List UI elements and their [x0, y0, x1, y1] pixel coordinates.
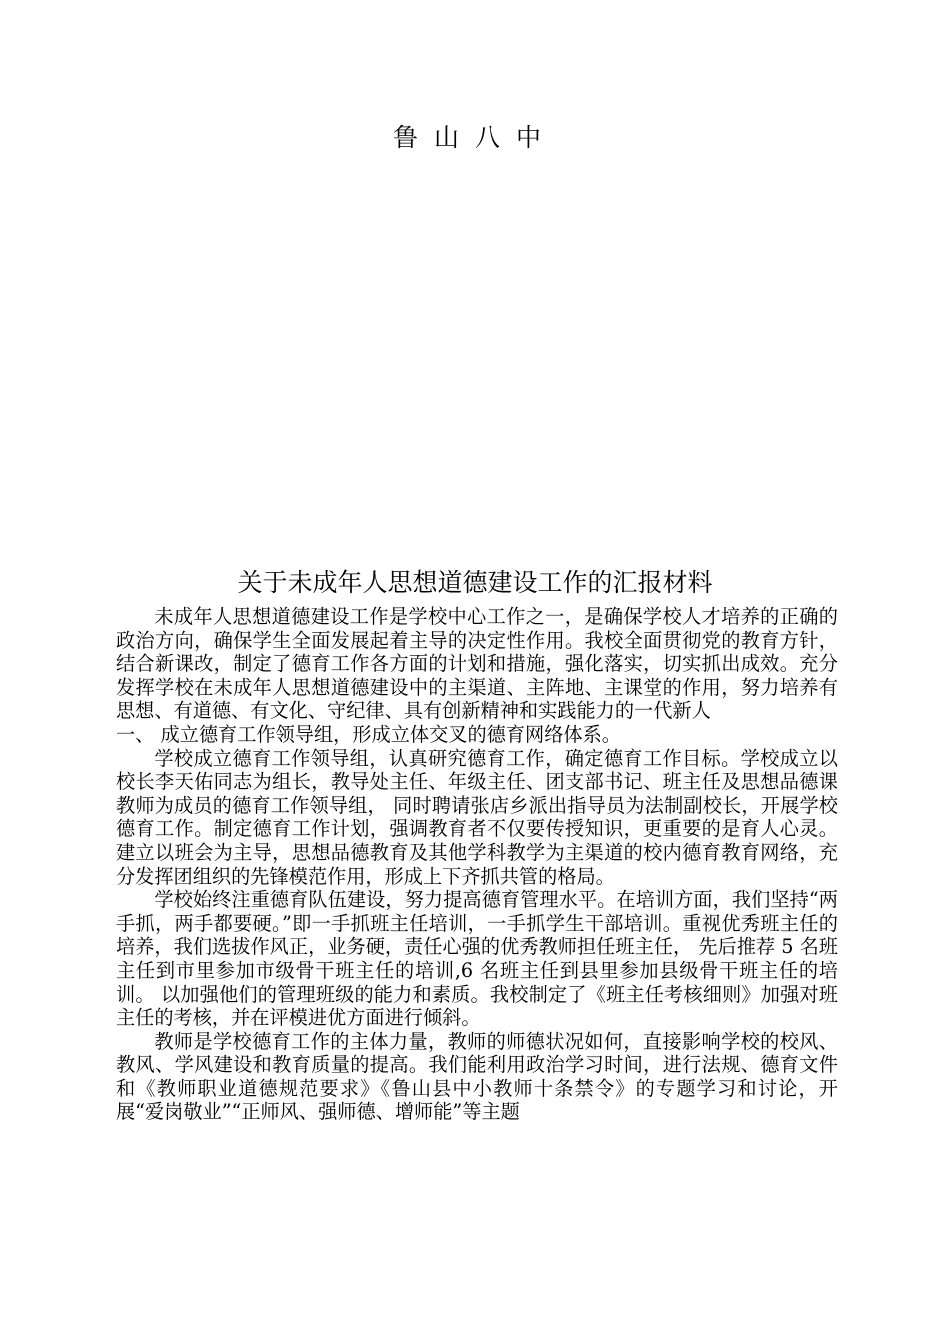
paragraph-teacher-ethics: 教师是学校德育工作的主体力量，教师的师德状况如何，直接影响学校的校风、教风、学风建设和教育质量的提高。我们能利用政治学习时间，进行法规、德育文件和《教师职业道德规范要求》《鲁山县中小教师十条禁令》的专题学习和讨论，开展“爱岗敬业”“正师风、强师德、增师能”等主题 — [116, 1029, 838, 1124]
school-name: 鲁山八中 — [392, 123, 557, 152]
section-heading-1: 一、 成立德育工作领导组，形成立体交叉的德育网络体系。 — [116, 722, 621, 746]
document-title: 关于未成年人思想道德建设工作的汇报材料 — [237, 568, 713, 597]
paragraph-intro: 未成年人思想道德建设工作是学校中心工作之一，是确保学校人才培养的正确的政治方向，确保学生全面发展起着主导的决定性作用。我校全面贯彻党的教育方针，结合新课改，制定了德育工作各方面的计划和措施，强化落实，切实抓出成效。充分发挥学校在未成年人思想道德建设中的主渠道、主阵地、主课堂的作用，努力培养有思想、有道德、有文化、守纪律、具有创新精神和实践能力的一代新人 — [116, 605, 838, 723]
paragraph-leadership: 学校成立德育工作领导组，认真研究德育工作，确定德育工作目标。学校成立以校长李天佑同志为组长，教导处主任、年级主任、团支部书记、班主任及思想品德课教师为成员的德育工作领导组， 同时聘请张店乡派出指导员为法制副校长，开展学校德育工作。制定德育工作计划，强调教育者不仅要传授知识，更重要的是育人心灵。建立以班会为主导，思想品德教育及其他学科教学为主渠道的校内德育教育网络，充分发挥团组织的先锋模范作用，形成上下齐抓共管的格局。 — [116, 746, 838, 888]
document-body — [116, 605, 838, 1124]
paragraph-team-building: 学校始终注重德育队伍建设，努力提高德育管理水平。在培训方面，我们坚持“两手抓，两手都要硬。”即一手抓班主任培训，一手抓学生干部培训。重视优秀班主任的培养，我们选拔作风正，业务硬，责任心强的优秀教师担任班主任， 先后推荐 5 名班主任到市里参加市级骨干班主任的培训,6 名班主任到县里参加县级骨干班主任的培训。 以加强他们的管理班级的能力和素质。我校制定了《班主任考核细则》加强对班主任的考核，并在评模进优方面进行倾斜。 — [116, 888, 838, 1030]
